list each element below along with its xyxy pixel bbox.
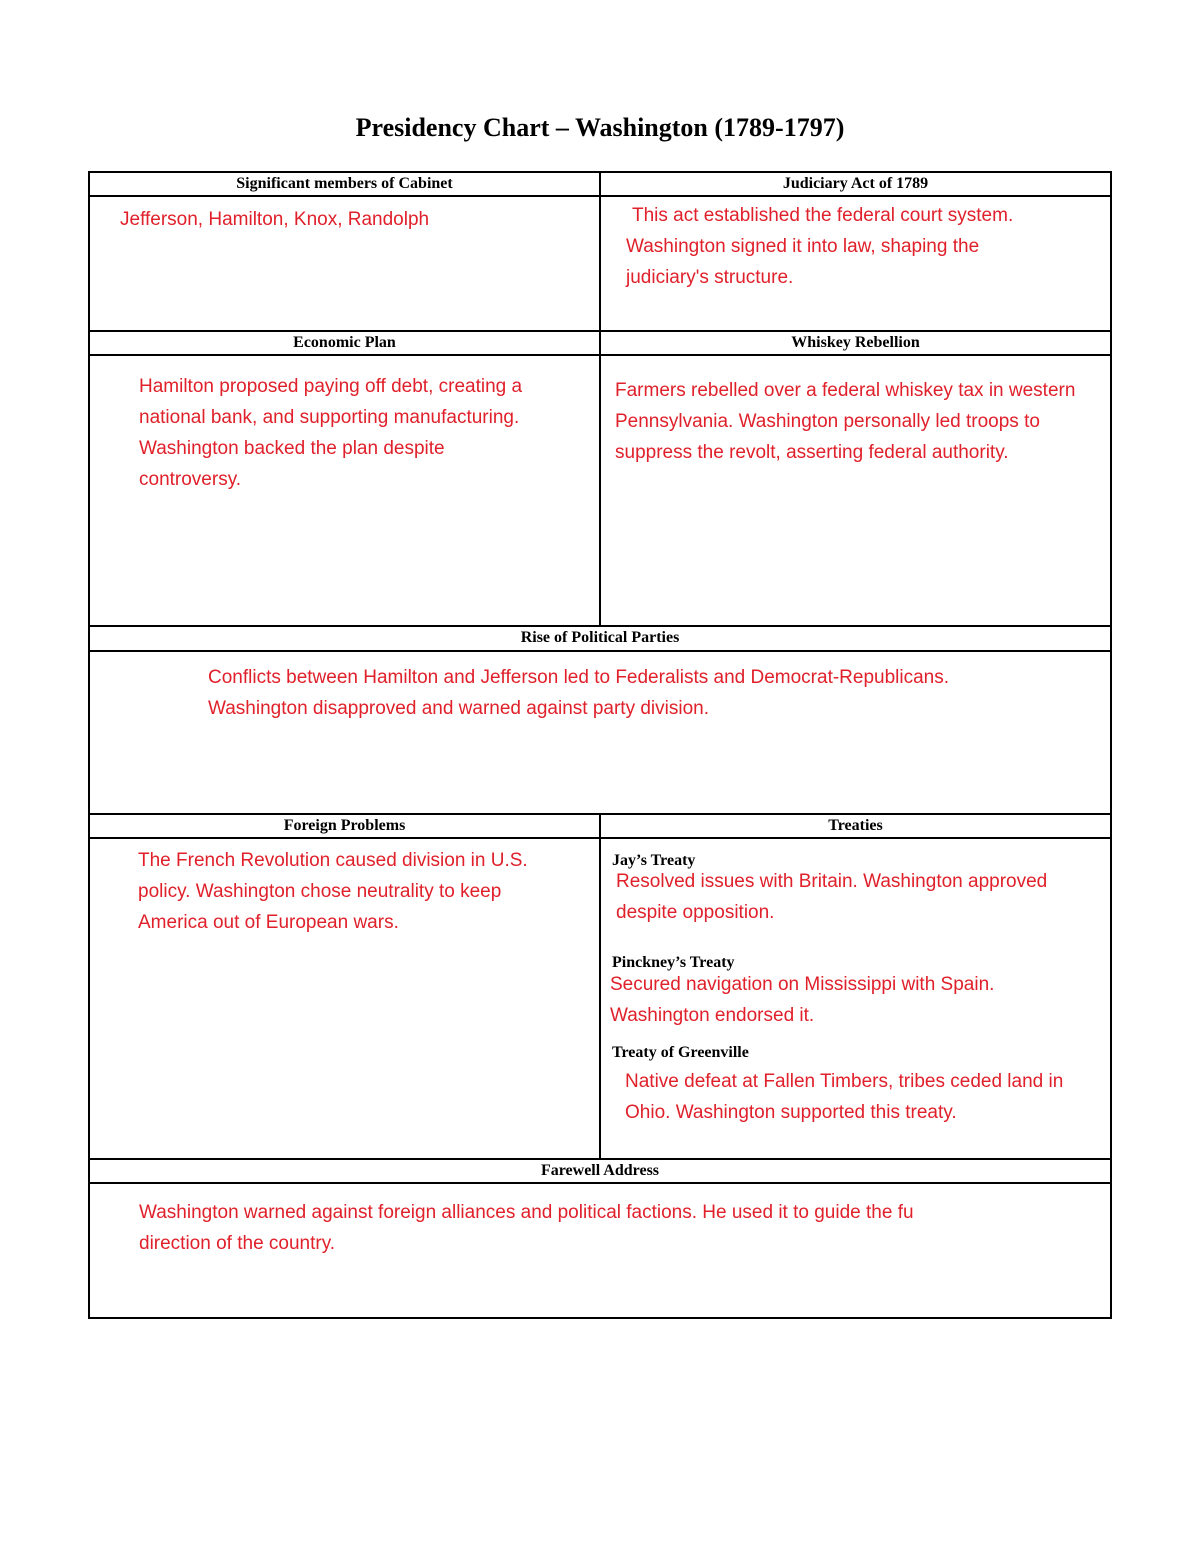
column-divider [599, 813, 601, 1159]
answer-farewell-line1: Washington warned against foreign alliances and political factions. He used it to guide the fu [139, 1202, 914, 1223]
answer-whiskey-rebellion: Farmers rebelled over a federal whiskey tax in western Pennsylvania. Washington personally led troops to suppress the revolt, asserting federal authority. [615, 380, 1076, 463]
header-political-parties: Rise of Political Parties [520, 629, 680, 646]
header-economic-plan: Economic Plan [293, 334, 396, 351]
header-foreign-problems: Foreign Problems [283, 817, 406, 834]
answer-cabinet: Jefferson, Hamilton, Knox, Randolph [120, 209, 430, 230]
row-divider [88, 650, 1112, 652]
answer-foreign-problems: The French Revolution caused division in U.S. policy. Washington chose neutrality to keep America out of European wars. [138, 850, 528, 933]
answer-political-parties: Conflicts between Hamilton and Jefferson led to Federalists and Democrat-Republicans. Washington disapproved and warned against party division. [208, 667, 950, 719]
answer-farewell-line2: direction of the country. [139, 1233, 336, 1254]
answer-judiciary: This act established the federal court system. Washington signed it into law, shaping the judiciary's structure. [626, 205, 1014, 288]
treaty-answer-jay: Resolved issues with Britain. Washington approved despite opposition. [616, 871, 1048, 923]
row-divider [88, 1182, 1112, 1184]
answer-economic-plan: Hamilton proposed paying off debt, creating a national bank, and supporting manufacturing. Washington backed the plan despite controversy. [139, 376, 523, 490]
header-farewell-address: Farewell Address [540, 1162, 660, 1179]
treaty-name-pinckney: Pinckney’s Treaty [612, 954, 735, 971]
header-cabinet: Significant members of Cabinet [236, 175, 453, 192]
header-whiskey-rebellion: Whiskey Rebellion [791, 334, 920, 351]
treaty-answer-greenville: Native defeat at Fallen Timbers, tribes ceded land in Ohio. Washington supported this treaty. [625, 1071, 1064, 1123]
treaty-name-jay: Jay’s Treaty [612, 852, 696, 869]
header-judiciary: Judiciary Act of 1789 [782, 175, 929, 192]
treaty-answer-pinckney: Secured navigation on Mississippi with Spain. Washington endorsed it. [610, 974, 995, 1026]
column-divider [599, 171, 601, 626]
header-treaties: Treaties [828, 817, 883, 834]
page-title: Presidency Chart – Washington (1789-1797) [355, 113, 845, 142]
treaty-name-greenville: Treaty of Greenville [612, 1044, 749, 1061]
